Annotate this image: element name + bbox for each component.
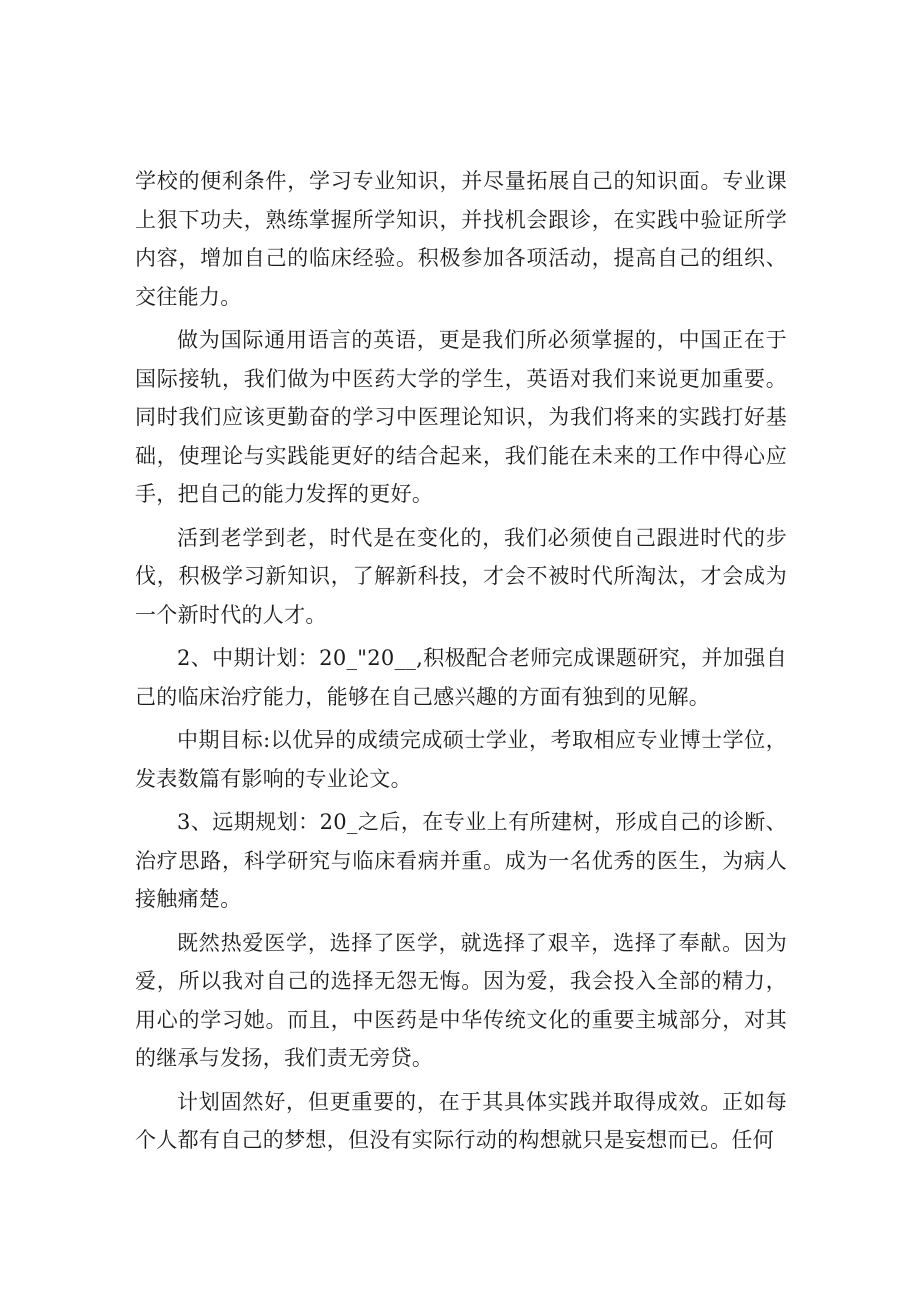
document-body [135,162,787,1165]
paragraph-4: 2、中期计划：20_"20__,积极配合老师完成课题研究，并加强自己的临床治疗能力，能够在自己感兴趣的方面有独到的见解。 [135,646,787,709]
paragraph-6: 3、远期规划：20_之后，在专业上有所建树，形成自己的诊断、治疗思路，科学研究与临床看病并重。成为一名优秀的医生，为病人接触痛楚。 [135,810,787,911]
paragraph-1: 学校的便利条件，学习专业知识，并尽量拓展自己的知识面。专业课上狠下功夫，熟练掌握所学知识，并找机会跟诊，在实践中验证所学内容，增加自己的临床经验。积极参加各项活动，提高自己的组织、交往能力。 [135,169,787,309]
paragraph-3: 活到老学到老，时代是在变化的，我们必须使自己跟进时代的步伐，积极学习新知识，了解新科技，才会不被时代所淘汰，才会成为一个新时代的人才。 [135,525,787,627]
paragraph-5: 中期目标:以优异的成绩完成硕士学业，考取相应专业博士学位，发表数篇有影响的专业论文。 [135,728,787,791]
paragraph-7: 既然热爱医学，选择了医学，就选择了艰辛，选择了奉献。因为爱，所以我对自己的选择无怨无悔。因为爱，我会投入全部的精力，用心的学习她。而且，中医药是中华传统文化的重要主城部分，对其的继承与发扬，我们责无旁贷。 [135,930,787,1070]
paragraph-8: 计划固然好，但更重要的，在于其具体实践并取得成效。正如每个人都有自己的梦想，但没有实际行动的构想就只是妄想而已。任何 [135,1089,787,1152]
paragraph-2: 做为国际通用语言的英语，更是我们所必须掌握的，中国正在于国际接轨，我们做为中医药大学的学生，英语对我们来说更加重要。同时我们应该更勤奋的学习中医理论知识，为我们将来的实践打好基础，使理论与实践能更好的结合起来，我们能在未来的工作中得心应手，把自己的能力发挥的更好。 [135,328,787,506]
